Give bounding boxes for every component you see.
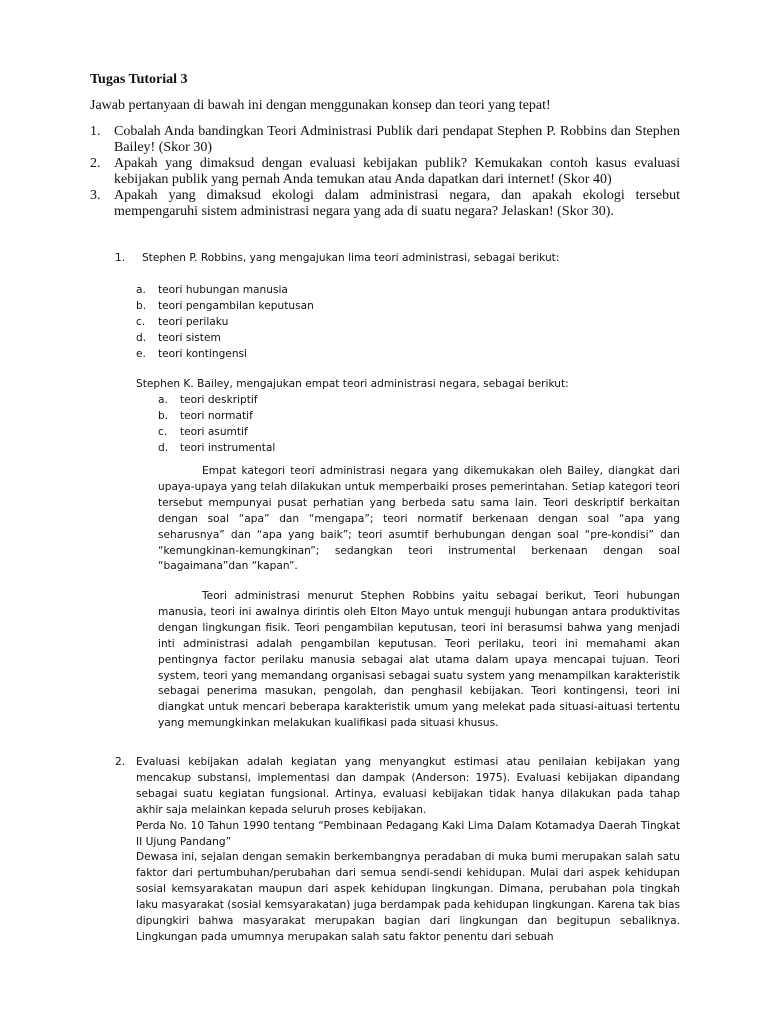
- list-text: teori hubungan manusia: [158, 284, 288, 296]
- list-item: [136, 347, 314, 363]
- list-item: [136, 299, 314, 315]
- question-list: [90, 124, 680, 220]
- robbins-intro: Stephen P. Robbins, yang mengajukan lima teori administrasi, sebagai berikut:: [141, 252, 560, 264]
- list-text: teori pengambilan keputusan: [158, 299, 314, 312]
- answer-2-body: [136, 755, 680, 946]
- list-item: [158, 393, 275, 409]
- bailey-explanation-paragraph: Empat kategori teori administrasi negara yang dikemukakan oleh Bailey, diangkat dari upaya-upaya yang telah dilakukan untuk memperbaiki proses pemerintahan. Setiap kategori teori tersebut mempunyai pusat perhatian yang berbeda satu sama lain. Teori deskriptif berkaitan dengan soal “apa” dan “mengapa”; teori normatif berkenaan dengan soal “apa yang seharusnya” dan “apa yang baik”; teori asumtif berhubungan dengan soal “pre-kondisi” dan “kemungkinan-kemungkinan”; sedangkan teori instrumental berkenaan dengan soal “bagaimana”dan “kapan”.: [158, 465, 680, 573]
- list-marker: d.: [158, 441, 169, 454]
- robbins-theory-list: [136, 283, 314, 363]
- answer-number: 1.: [115, 252, 126, 264]
- robbins-explanation-paragraph: Teori administrasi menurut Stephen Robbins yaitu sebagai berikut, Teori hubungan manusia, teori ini awalnya dirintis oleh Elton Mayo untuk menguji hubungan antara produktivitas dengan lingkungan fisik. Teori pengambilan keputusan, teori ini berasumsi bahwa yang menjadi inti administrasi adalah pengambilan keputusan. Teori perilaku, teori ini memahami akan pentingnya factor perilaku manusia sebagai alat utama dalam upaya mencapai tujuan. Teori system, teori yang memandang organisasi sebagai suatu system yang menampilkan karakteristik sebagai penerima masukan, pengolah, dan penghasil kebijakan. Teori kontingensi, teori ini diangkat untuk mencari beberapa karakteristik umum yang melekat pada situasi-aituasi tertentu yang memungkinkan melakukan kualifikasi pada situasi khusus.: [158, 590, 680, 730]
- list-item: [158, 441, 275, 457]
- list-text: teori sistem: [158, 331, 221, 344]
- list-text: teori normatif: [180, 409, 253, 422]
- question-text: Apakah yang dimaksud ekologi dalam administrasi negara, dan apakah ekologi tersebut mempengaruhi sistem administrasi negara yang ada di suatu negara? Jelaskan! (Skor 30).: [114, 188, 680, 219]
- question-text: Apakah yang dimaksud dengan evaluasi kebijakan publik? Kemukakan contoh kasus evaluasi kebijakan publik yang pernah Anda temukan atau Anda dapatkan dari internet! (Skor 40): [114, 156, 680, 187]
- question-number: 3.: [90, 188, 101, 203]
- list-text: teori deskriptif: [180, 394, 258, 406]
- list-marker: b.: [158, 409, 169, 422]
- list-text: teori asumtif: [180, 425, 248, 438]
- list-marker: a.: [136, 284, 146, 296]
- list-marker: b.: [136, 299, 147, 312]
- list-marker: c.: [158, 425, 168, 438]
- list-marker: e.: [136, 347, 146, 360]
- evaluation-definition-paragraph: Evaluasi kebijakan adalah kegiatan yang menyangkut estimasi atau penilaian kebijakan yang mencakup substansi, implementasi dan dampak (Anderson: 1975). Evaluasi kebijakan dipandang sebagai suatu kegiatan fungsional. Artinya, evaluasi kebijakan tidak hanya dilakukan pada tahap akhir saja melainkan kepada seluruh proses kebijakan.: [136, 756, 680, 816]
- question-text: Cobalah Anda bandingkan Teori Administrasi Publik dari pendapat Stephen P. Robbins dan Stephen Bailey! (Skor 30): [114, 124, 680, 155]
- list-marker: c.: [136, 315, 146, 328]
- answer-number: 2.: [115, 756, 126, 768]
- perda-title: Perda No. 10 Tahun 1990 tentang “Pembinaan Pedagang Kaki Lima Dalam Kotamadya Daerah Tingkat II Ujung Pandang”: [136, 819, 680, 848]
- list-item: [136, 331, 314, 347]
- question-number: 2.: [90, 156, 101, 171]
- list-text: teori kontingensi: [158, 347, 248, 360]
- list-marker: d.: [136, 331, 147, 344]
- list-text: teori instrumental: [180, 441, 276, 454]
- answer-1-heading: [115, 251, 559, 267]
- document-title: Tugas Tutorial 3: [90, 72, 188, 87]
- list-text: teori perilaku: [158, 315, 229, 328]
- bailey-theory-list: [158, 393, 275, 457]
- question-item: [90, 156, 680, 188]
- list-item: [158, 425, 275, 441]
- instruction-text: Jawab pertanyaan di bawah ini dengan menggunakan konsep dan teori yang tepat!: [90, 98, 551, 113]
- bailey-intro: Stephen K. Bailey, mengajukan empat teori administrasi negara, sebagai berikut:: [136, 378, 569, 390]
- case-paragraph: Dewasa ini, sejalan dengan semakin berkembangnya peradaban di muka bumi merupakan salah satu faktor dari pertumbuhan/perubahan dari semua sendi-sendi kehidupan. Mulai dari aspek kehidupan sosial kemsyarakatan maupun dari aspek kehidupan lingkungan. Dimana, perubahan pola tingkah laku masyarakat (sosial kemsyarakatan) juga berdampak pada kehidupan lingkungan. Karena tak bias dipungkiri bahwa masyarakat merupakan bagian dari lingkungan dan begitupun sebaliknya. Lingkungan pada umumnya merupakan salah satu faktor penentu dari sebuah: [136, 851, 680, 943]
- list-item: [136, 315, 314, 331]
- answer-2-section: [115, 755, 680, 946]
- list-item: [158, 409, 275, 425]
- list-marker: a.: [158, 394, 168, 406]
- list-item: [136, 283, 314, 299]
- question-number: 1.: [90, 124, 101, 139]
- question-item: [90, 188, 680, 220]
- question-item: [90, 124, 680, 156]
